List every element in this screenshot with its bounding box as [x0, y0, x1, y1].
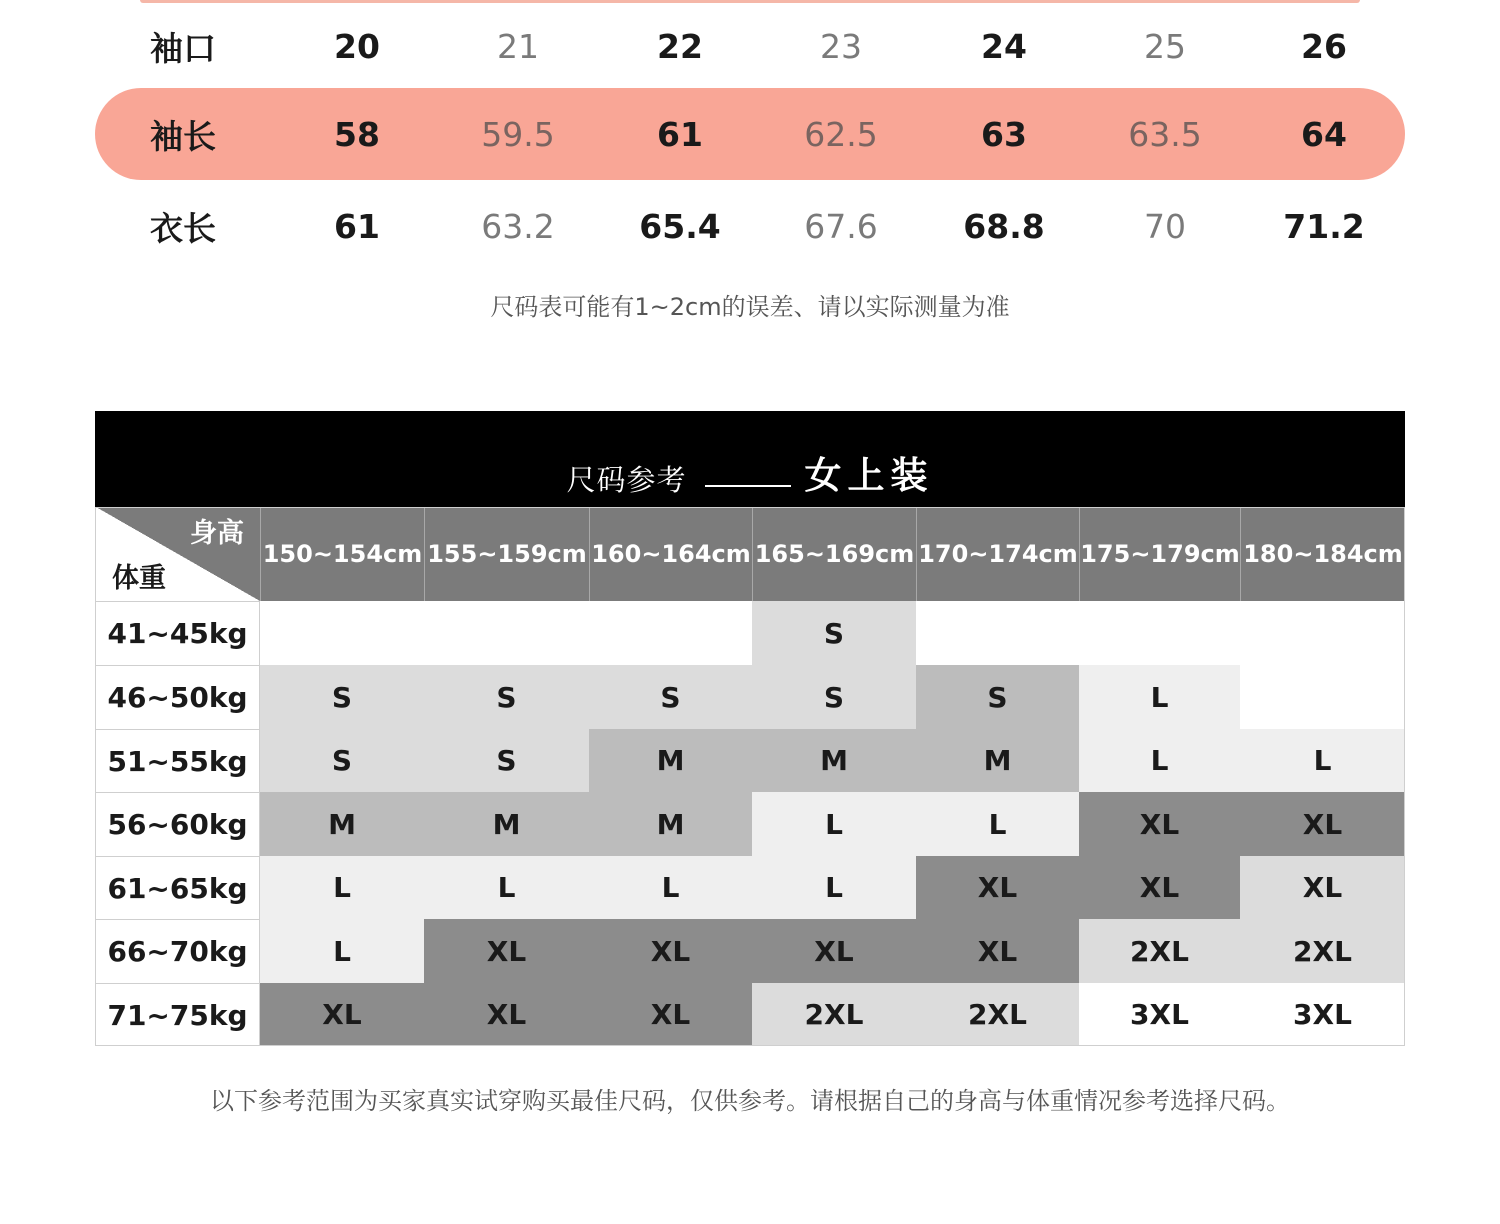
size-reference-table [95, 411, 1405, 1046]
size-cell [1240, 665, 1405, 729]
measurement-value: 21 [497, 26, 539, 66]
weight-row-header: 56~60kg [95, 792, 260, 856]
size-cell: 3XL [1079, 983, 1240, 1046]
measurement-value: 64 [1301, 114, 1347, 154]
measurement-value: 71.2 [1283, 206, 1365, 246]
size-cell: XL [589, 983, 752, 1046]
height-column-header: 170~174cm [916, 507, 1079, 601]
measurement-value: 62.5 [804, 114, 878, 154]
size-cell: 2XL [1240, 919, 1405, 983]
size-cell: S [752, 665, 916, 729]
measurement-value: 61 [657, 114, 703, 154]
measurement-row [95, 180, 1405, 272]
measurement-value: 22 [657, 26, 703, 66]
size-cell [260, 601, 424, 665]
size-cell: S [424, 729, 589, 792]
height-column-header: 155~159cm [424, 507, 589, 601]
size-cell: L [752, 856, 916, 919]
size-cell: XL [260, 983, 424, 1046]
size-cell: XL [916, 856, 1079, 919]
measurement-value: 61 [334, 206, 380, 246]
weight-row-header: 66~70kg [95, 919, 260, 983]
size-cell: L [916, 792, 1079, 856]
size-table-header [95, 411, 1405, 507]
size-cell: 2XL [916, 983, 1079, 1046]
corner-weight-label: 体重 [112, 563, 166, 594]
size-cell: L [589, 856, 752, 919]
height-column-header: 150~154cm [260, 507, 424, 601]
size-cell: M [260, 792, 424, 856]
height-column-header: 180~184cm [1240, 507, 1405, 601]
measurement-row-label: 袖口 [150, 28, 216, 68]
size-cell: 2XL [752, 983, 916, 1046]
size-cell: S [752, 601, 916, 665]
size-cell [1240, 601, 1405, 665]
height-column-header: 160~164cm [589, 507, 752, 601]
size-cell: S [260, 665, 424, 729]
size-cell: L [1240, 729, 1405, 792]
measurement-value: 67.6 [804, 206, 878, 246]
measurement-note: 尺码表可能有1~2cm的误差、请以实际测量为准 [490, 293, 1010, 321]
size-cell: XL [1240, 856, 1405, 919]
size-cell: M [916, 729, 1079, 792]
measurement-value: 24 [981, 26, 1027, 66]
measurement-value: 63 [981, 114, 1027, 154]
height-column-header: 175~179cm [1079, 507, 1240, 601]
size-cell: L [260, 856, 424, 919]
size-cell: XL [752, 919, 916, 983]
size-cell [424, 601, 589, 665]
measurement-value: 59.5 [481, 114, 555, 154]
size-cell: S [424, 665, 589, 729]
measurement-value: 65.4 [639, 206, 721, 246]
size-cell: S [589, 665, 752, 729]
size-cell: L [1079, 665, 1240, 729]
measurement-value: 63.5 [1128, 114, 1202, 154]
size-cell: XL [1240, 792, 1405, 856]
weight-row-header: 71~75kg [95, 983, 260, 1046]
size-cell: XL [916, 919, 1079, 983]
size-table-title-prefix: 尺码参考 [566, 463, 687, 497]
measurement-value: 70 [1144, 206, 1186, 246]
size-table-title-main: 女上装 [804, 454, 934, 497]
table-corner [95, 507, 260, 601]
measurement-value: 68.8 [963, 206, 1045, 246]
size-cell: 2XL [1079, 919, 1240, 983]
weight-row-header: 51~55kg [95, 729, 260, 792]
measurement-value: 26 [1301, 26, 1347, 66]
size-cell: L [424, 856, 589, 919]
measurement-row-label: 衣长 [150, 208, 216, 248]
size-cell [916, 601, 1079, 665]
measurement-row-label: 袖长 [150, 116, 216, 156]
size-cell: XL [589, 919, 752, 983]
weight-row-header: 61~65kg [95, 856, 260, 919]
weight-row-header: 46~50kg [95, 665, 260, 729]
corner-height-label: 身高 [190, 518, 244, 549]
size-cell: L [752, 792, 916, 856]
measurement-value: 58 [334, 114, 380, 154]
size-cell: XL [1079, 792, 1240, 856]
size-cell: 3XL [1240, 983, 1405, 1046]
measurement-row [95, 88, 1405, 180]
size-cell [1079, 601, 1240, 665]
size-cell [589, 601, 752, 665]
size-cell: M [424, 792, 589, 856]
weight-row-header: 41~45kg [95, 601, 260, 665]
size-cell: L [260, 919, 424, 983]
title-dash [705, 485, 791, 487]
measurement-value: 23 [820, 26, 862, 66]
size-cell: M [589, 729, 752, 792]
measurement-value: 25 [1144, 26, 1186, 66]
size-cell: XL [424, 919, 589, 983]
measurement-value: 63.2 [481, 206, 555, 246]
size-cell: M [589, 792, 752, 856]
measurement-value: 20 [334, 26, 380, 66]
size-table-note: 以下参考范围为买家真实试穿购买最佳尺码，仅供参考。请根据自己的身高与体重情况参考选择尺码。 [210, 1087, 1290, 1115]
measurement-row [95, 0, 1405, 92]
size-cell: XL [424, 983, 589, 1046]
size-cell: L [1079, 729, 1240, 792]
size-cell: M [752, 729, 916, 792]
size-cell: S [916, 665, 1079, 729]
size-cell: S [260, 729, 424, 792]
height-column-header: 165~169cm [752, 507, 916, 601]
size-cell: XL [1079, 856, 1240, 919]
